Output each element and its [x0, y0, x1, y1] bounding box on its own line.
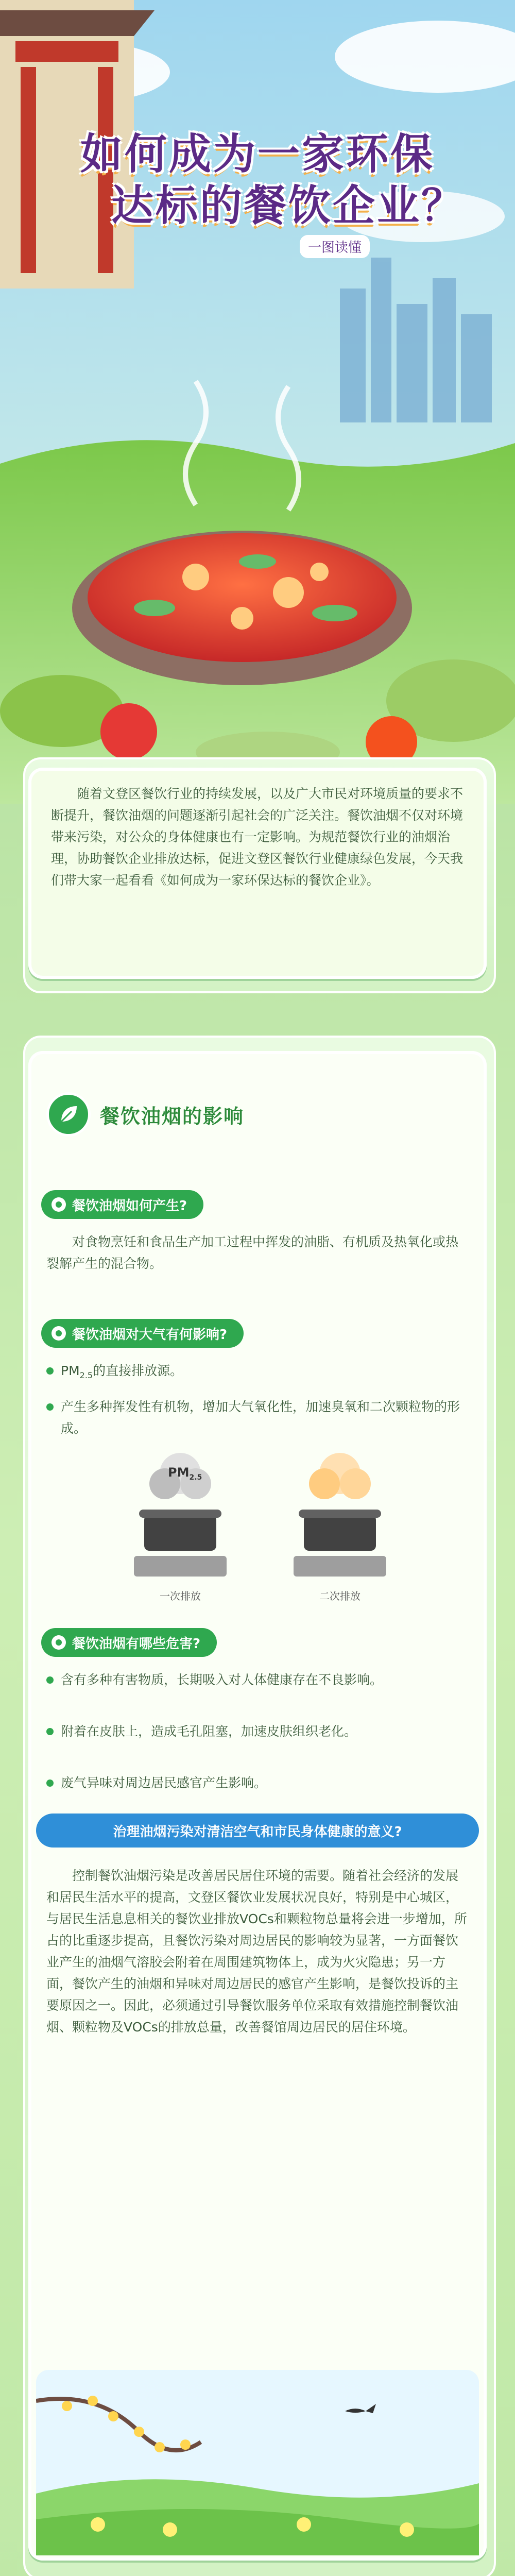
q3-bullet-2: 附着在皮肤上，造成毛孔阻塞，加速皮肤组织老化。	[46, 1721, 469, 1742]
section1-card	[28, 1051, 487, 2561]
bullet-dot-icon	[52, 1197, 66, 1212]
leaf-icon	[46, 1092, 91, 1137]
q3-title: 餐饮油烟有哪些危害?	[72, 1636, 201, 1652]
bullet-dot-icon	[52, 1326, 66, 1341]
banner-title: 治理油烟污染对清洁空气和市民身体健康的意义?	[113, 1824, 402, 1840]
page-title	[0, 129, 515, 258]
significance-banner	[36, 1814, 479, 1848]
q1-title: 餐饮油烟如何产生?	[72, 1198, 187, 1214]
intro-card	[28, 768, 487, 979]
title-line-1: 如何成为一家环保	[80, 130, 435, 179]
q1-pill	[41, 1190, 203, 1219]
section1-header	[46, 1092, 244, 1137]
q3-bullet-1: 含有多种有害物质，长期吸入对人体健康存在不良影响。	[46, 1669, 469, 1691]
right-caption: 二次排放	[319, 1590, 360, 1602]
q2-pill	[41, 1319, 244, 1348]
section1-title: 餐饮油烟的影响	[100, 1105, 245, 1128]
intro-text: 随着文登区餐饮行业的持续发展，以及广大市民对环境质量的要求不断提升，餐饮油烟的问题逐渐引起社会的广泛关注。餐饮油烟不仅对环境带来污染，对公众的身体健康也有一定影响。为规范餐饮行业的油烟治理，协助餐饮企业排放达标，促进文登区餐饮行业健康绿色发展，今天我们带大家一起看看《如何成为一家环保达标的餐饮企业》。	[51, 786, 464, 888]
spring-illustration	[36, 2370, 479, 2555]
bullet-dot-icon	[52, 1635, 66, 1650]
title-line-2: 达标的餐饮企业？	[111, 181, 466, 230]
emission-illustration	[118, 1453, 407, 1607]
stove-icons	[118, 1453, 407, 1587]
q1-text: 对食物烹饪和食品生产加工过程中挥发的油脂、有机质及热氧化或热裂解产生的混合物。	[46, 1234, 459, 1271]
hero-illustration	[0, 0, 515, 804]
banner-text: 控制餐饮油烟污染是改善居民居住环境的需要。随着社会经济的发展和居民生活水平的提高，文登区餐饮业发展状况良好，特别是中心城区，与居民生活息息相关的餐饮业排放VOCs和颗粒物总量将会进一步增加，所占的比重逐步提高，且餐饮污染对周边居民的影响较为显著，一方面餐饮业产生的油烟气溶胶会附着在周围建筑物体上，成为火灾隐患；另一方面，餐饮产生的油烟和异味对周边居民的感官产生影响，是餐饮投诉的主要原因之一。因此，必须通过引导餐饮服务单位采取有效措施控制餐饮油烟、颗粒物及VOCs的排放总量，改善餐馆周边居民的居住环境。	[46, 1868, 467, 2035]
q2-bullet-2: 产生多种挥发性有机物，增加大气氧化性，加速臭氧和二次颗粒物的形成。	[46, 1396, 469, 1439]
q2-title: 餐饮油烟对大气有何影响?	[72, 1327, 228, 1343]
left-caption: 一次排放	[160, 1590, 201, 1602]
q3-bullet-3: 废气异味对周边居民感官产生影响。	[46, 1772, 469, 1794]
q3-pill	[41, 1628, 217, 1657]
q2-bullet-1: $PM_{2.5}$的直接排放源。	[46, 1360, 469, 1386]
title-subtitle: 一图读懂	[300, 235, 370, 258]
landscape-art	[36, 2370, 479, 2555]
pm-label: $PM_{2.5}$	[168, 1465, 202, 1482]
hero-artwork	[0, 0, 515, 804]
